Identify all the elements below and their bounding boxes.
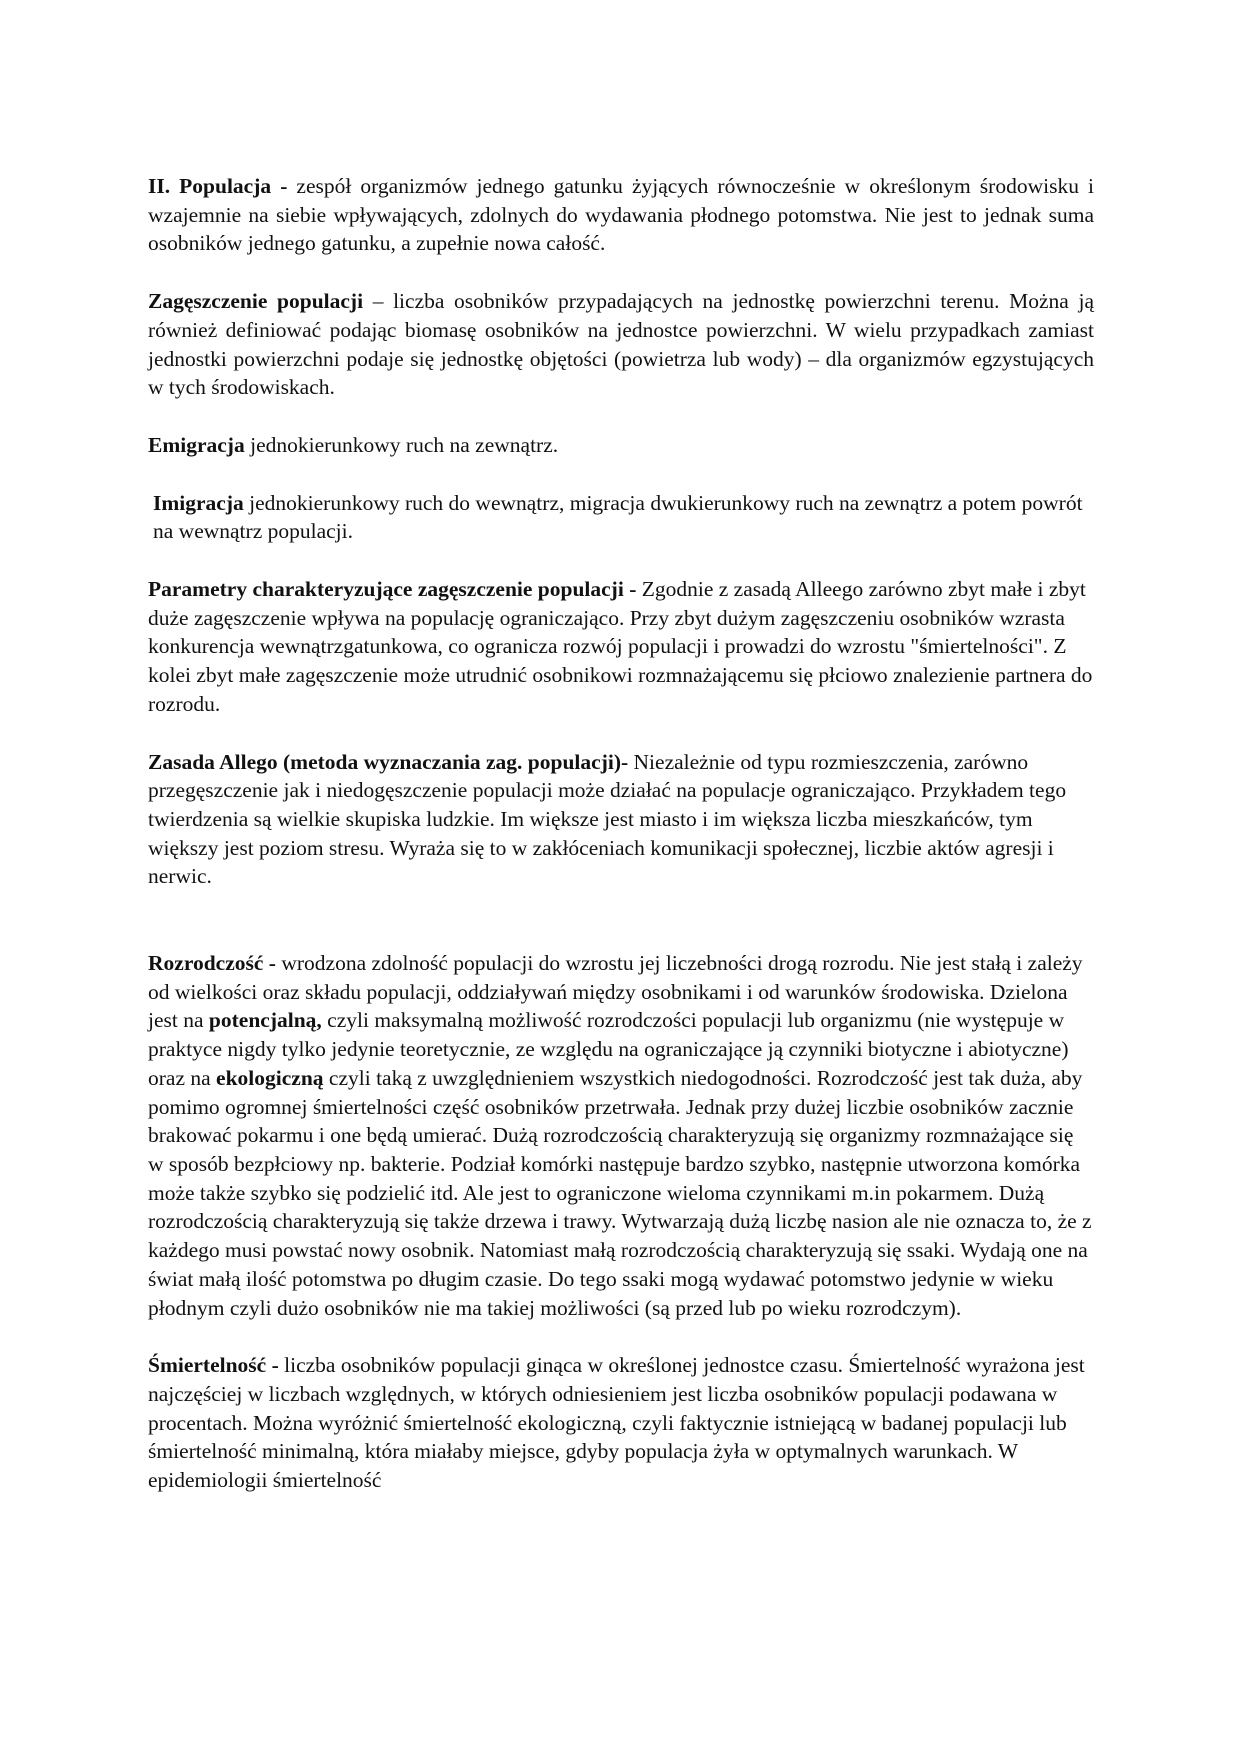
paragraph-emigracja (148, 431, 1094, 460)
paragraph-zageszczenie (148, 287, 1094, 402)
definition-imigracja: jednokierunkowy ruch do wewnątrz, migracja dwukierunkowy ruch na zewnątrz a potem powrót na wewnątrz populacji. (153, 490, 1083, 544)
paragraph-zasada-allego (148, 748, 1094, 892)
paragraph-parametry (148, 575, 1094, 719)
term-potencjalna: potencjalną, (208, 1008, 322, 1033)
term-ekologiczna: ekologiczną (216, 1065, 324, 1090)
term-parametry: Parametry charakteryzujące zagęszczenie populacji - (148, 577, 637, 602)
paragraph-smiertelnosc (148, 1351, 1094, 1495)
term-imigracja: Imigracja (153, 490, 244, 515)
term-emigracja: Emigracja (148, 432, 245, 457)
definition-rozrodczosc-part-2: czyli maksymalną możliwość rozrodczości populacji lub organizmu (nie występuje w praktyce nigdy tylko jedynie teoretycznie, ze względu na ograniczające ją czynniki biotyczne i abiotyczne) oraz na (148, 1008, 1069, 1090)
definition-smiertelnosc: liczba osobników populacji ginąca w określonej jednostce czasu. Śmiertelność wyrażona jest najczęściej w liczbach względnych, w których odniesieniem jest liczba osobników populacji podawana w procentach. Można wyróżnić śmiertelność ekologiczną, czyli faktycznie istniejącą w badanej populacji lub śmiertelność minimalną, która miałaby miejsce, gdyby populacja żyła w optymalnych warunkach. W epidemiologii śmiertelność (148, 1353, 1085, 1493)
definition-emigracja: jednokierunkowy ruch na zewnątrz. (244, 432, 559, 457)
term-smiertelnosc: Śmiertelność - (148, 1353, 279, 1378)
term-zageszczenie: Zagęszczenie populacji (148, 289, 364, 314)
definition-zasada-allego: Niezależnie od typu rozmieszczenia, zarówno przegęszczenie jak i niedogęszczenie populacji może działać na populacje ograniczająco. Przykładem tego twierdzenia są wielkie skupiska ludzkie. Im większe jest miasto i im większa liczba mieszkańców, tym większy jest poziom stresu. Wyraża się to w zakłóceniach komunikacji społecznej, liczbie aktów agresji i nerwic. (148, 749, 1067, 889)
definition-zageszczenie: – liczba osobników przypadających na jednostkę powierzchni terenu. Można ją również definiować podając biomasę osobników na jednostce powierzchni. W wielu przypadkach zamiast jednostki powierzchni podaje się jednostkę objętości (powietrza lub wody) – dla organizmów egzystujących w tych środowiskach. (148, 289, 1094, 400)
term-rozrodczosc: Rozrodczość - (148, 951, 276, 976)
term-populacja: II. Populacja - (148, 174, 297, 198)
definition-rozrodczosc-part-1: wrodzona zdolność populacji do wzrostu jej liczebności drogą rozrodu. Nie jest stałą i zależy od wielkości oraz składu populacji, oddziaływań między osobnikami i od warunków środowiska. Dzielona jest na (148, 951, 1083, 1033)
definition-parametry: Zgodnie z zasadą Alleego zarówno zbyt małe i zbyt duże zagęszczenie wpływa na populację ograniczająco. Przy zbyt dużym zagęszczeniu osobników wzrasta konkurencja wewnątrzgatunkowa, co ogranicza rozwój populacji i prowadzi do wzrostu "śmiertelności". Z kolei zbyt małe zagęszczenie może utrudnić osobnikowi rozmnażającemu się płciowo znalezienie partnera do rozrodu. (148, 577, 1093, 716)
paragraph-populacja (148, 172, 1094, 258)
paragraph-imigracja (148, 489, 1094, 546)
definition-populacja: zespół organizmów jednego gatunku żyjących równocześnie w określonym środowisku i wzajemnie na siebie wpływających, zdolnych do wydawania płodnego potomstwa. Nie jest to jednak suma osobników jednego gatunku, a zupełnie nowa całość. (148, 174, 1094, 256)
definition-rozrodczosc-part-3: czyli taką z uwzględnieniem wszystkich niedogodności. Rozrodczość jest tak duża, aby pomimo ogromnej śmiertelności część osobników przetrwała. Jednak przy dużej liczbie osobników zacznie brakować pokarmu i one będą umierać. Dużą rozrodczością charakteryzują się organizmy rozmnażające się w sposób bezpłciowy np. bakterie. Podział komórki następuje bardzo szybko, następnie utworzona komórka może także szybko się podzielić itd. Ale jest to ograniczone wieloma czynnikami m.in pokarmem. Dużą rozrodczością charakteryzują się także drzewa i trawy. Wytwarzają dużą liczbę nasion ale nie oznacza to, że z każdego musi powstać nowy osobnik. Natomiast małą rozrodczością charakteryzują się ssaki. Wydają one na świat małą ilość potomstwa po długim czasie. Do tego ssaki mogą wydawać potomstwo jedynie w wieku płodnym czyli dużo osobników nie ma takiej możliwości (są przed lub po wieku rozrodczym). (148, 1065, 1092, 1320)
paragraph-rozrodczosc (148, 949, 1094, 1322)
term-zasada-allego: Zasada Allego (metoda wyznaczania zag. populacji)- (148, 749, 629, 774)
document-page (148, 172, 1094, 1524)
